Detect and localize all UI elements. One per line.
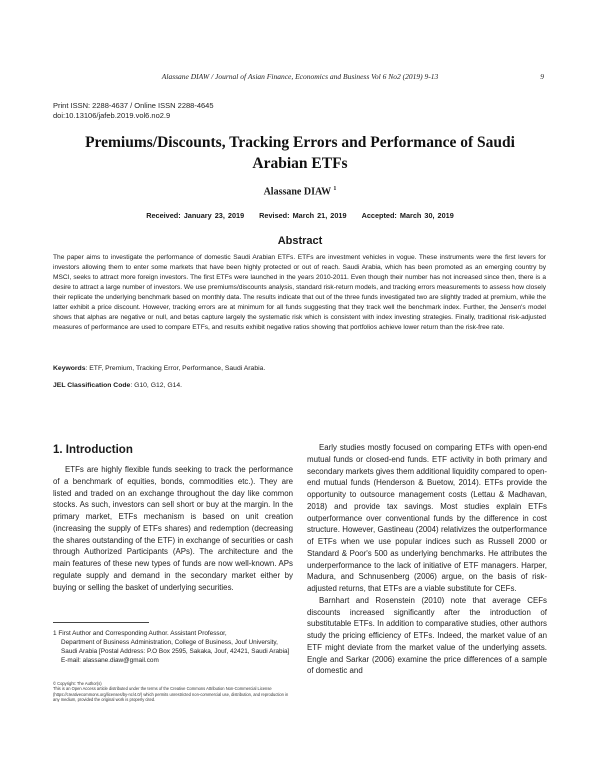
issn-block — [53, 101, 214, 121]
page-number: 9 — [540, 72, 544, 81]
footnote — [53, 630, 293, 666]
section-heading-introduction: 1. Introduction — [53, 444, 133, 456]
license-notice — [53, 681, 293, 703]
right-column — [307, 442, 547, 677]
keywords-label: Keywords — [53, 365, 86, 372]
footnote-divider — [53, 622, 149, 623]
intro-paragraph-1: ETFs are highly flexible funds seeking to track the performance of a benchmark of equities, bonds, commodities etc.). They are listed and traded on an exchange throughout the day like common stocks. As such, investors can sell short or buy at the margin. In the primary market, ETFs mechanism is based on unit creation (increasing the supply of ETFs shares) and redemption (decreasing the shares outstanding of the ETF) in exchange of securities or cash through Authorized Participants (APs). The architecture and the main features of these new types of funds are now well-known. APs regulate supply and demand in the secondary market either by buying or selling the basket of underlying securities. — [53, 465, 293, 592]
footnote-line-1: 1 First Author and Corresponding Author. Assistant Professor, — [53, 630, 227, 637]
revised-date: Revised: March 21, 2019 — [259, 211, 347, 220]
license-text: This is an Open Access article distributed under the terms of the Creative Commons Attribution Non-Commercial License (https://creativecommons.org/licenses/by-nc/4.0/) which permits unrestricted non-commercial use, distribution, and reproduction in any medium, provided the original work is properly cited. — [53, 686, 289, 703]
copyright-line: © Copyright: The Author(s) — [53, 681, 102, 686]
abstract-text: The paper aims to investigate the performance of domestic Saudi Arabian ETFs. ETFs are investment vehicles in vogue. These instruments were the first levers for investors allowing them to enter some markets that have been highly protected or out of reach. Saudi Arabia, which has been promoted as an emerging country by MSCI, seeks to attract more foreign investors. The first ETFs were launched in the years 2010-2011. Even though their number has not increased since then, there is a desire to attract a large number of investors. We use premiums/discounts analysis, standard risk-return models, and tracking errors measurements to assess how closely their replicate the underlying benchmark based on monthly data. The results indicate that out of the three funds investigated two are slightly traded at premium, while the latter exhibit a price discount. However, tracking errors are at minimum for all funds suggesting that they track well the benchmark index. Further, the Jensen's model shows that alphas are negative or null, and betas capture largely the systematic risk which is consistent with index investing strategies. Finally, traditional risk-adjusted measures of performance are used to compare ETFs, and results exhibit negative ratios showing that portfolios achieve lower return than the risk-free rate. — [53, 254, 546, 332]
received-date: Received: January 23, 2019 — [146, 211, 245, 220]
footnote-line-2: Department of Business Administration, College of Business, Jouf University, Saudi Arabia [Postal Address: P.O Box 2595, Sakaka, Jouf, 42421, Saudi Arabia] E-mail: alassane.diaw@gmail.com — [61, 638, 290, 664]
article-dates — [0, 211, 600, 220]
abstract-heading: Abstract — [277, 235, 323, 247]
jel-label: JEL Classification Code — [53, 382, 131, 389]
intro-paragraph-3: Barnhart and Rosenstein (2010) note that average CEFs discounts increased significantly after the introduction of substitutable ETFs. In addition to comparative studies, other authors study the pricing efficiency of ETFs. Indeed, the market value of an ETF might deviate from the market value of the underlying assets. Engle and Sarkar (2006) examine the price differences of a sample of domestic and — [307, 595, 547, 676]
keywords-value: : ETF, Premium, Tracking Error, Performance, Saudi Arabia. — [85, 365, 266, 372]
article-title: Premiums/Discounts, Tracking Errors and Performance of Saudi Arabian ETFs — [85, 134, 515, 172]
jel-value: : G10, G12, G14. — [130, 382, 183, 389]
jel-code — [53, 382, 182, 389]
author-name: Alassane DIAW — [263, 186, 331, 198]
author-line — [0, 186, 600, 197]
keywords — [53, 365, 265, 372]
accepted-date: Accepted: March 30, 2019 — [361, 211, 454, 220]
running-head: Alassane DIAW / Journal of Asian Finance, Economics and Business Vol 6 No2 (2019) 9-13 — [161, 72, 439, 81]
doi-line[interactable]: doi:10.13106/jafeb.2019.vol6.no2.9 — [53, 111, 171, 120]
issn-line: Print ISSN: 2288-4637 / Online ISSN 2288-4645 — [53, 101, 214, 110]
intro-paragraph-2: Early studies mostly focused on comparing ETFs with open-end mutual funds or closed-end funds. ETF activity in both primary and secondary markets gives them additional liquidity compared to open-end mutual funds (Henderson & Buetow, 2014). ETFs provide the opportunity to outsource management costs (Lettau & Madhavan, 2018) and provide tax savings. Most studies explain ETFs outperformance over conventional funds by the difference in cost structure. However, Gastineau (2004) relativizes the outperformance of ETFs when we use popular indices such as Russell 2000 or Standard & Poor's 500 as underlying benchmarks. He attributes the underperformance to the lack of initiative of ETF managers. Harper, Madura, and Schnusenberg (2006) argue, on the basis of risk-adjusted returns, that ETFs are a viable substitute for CEFs. — [307, 443, 547, 593]
author-footnote-mark: 1 — [333, 186, 337, 192]
left-column — [53, 464, 293, 593]
